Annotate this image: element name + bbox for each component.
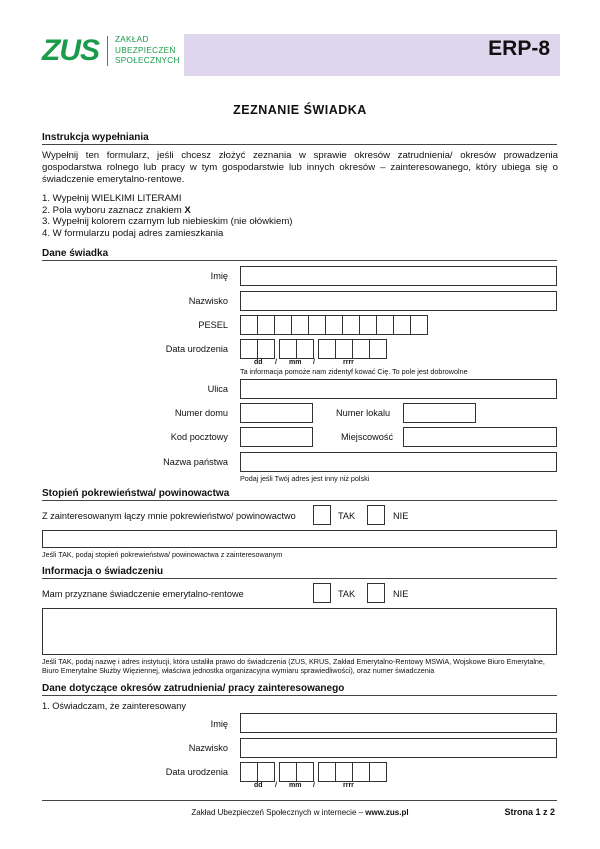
date-cell[interactable] xyxy=(352,339,370,359)
date-cell[interactable] xyxy=(369,762,387,782)
relation-no-checkbox[interactable] xyxy=(367,505,385,525)
flat-number-field[interactable] xyxy=(403,403,476,423)
street-label: Ulica xyxy=(207,384,228,394)
date-hint-yyyy: rrrr xyxy=(343,359,354,366)
instructions-list xyxy=(42,193,293,239)
instruction-item: 4. W formularzu podaj adres zamieszkania xyxy=(42,227,224,239)
birth-date-field[interactable] xyxy=(240,339,386,359)
country-note: Podaj jeśli Twój adres jest inny niż polski xyxy=(240,474,370,483)
postcode-label: Kod pocztowy xyxy=(170,432,228,442)
employee-last-name-field[interactable] xyxy=(240,738,557,758)
date-hint-sep: / xyxy=(313,782,315,789)
benefit-yes-checkbox[interactable] xyxy=(313,583,331,603)
pesel-cell[interactable] xyxy=(308,315,326,335)
city-label: Miejscowość xyxy=(341,432,394,442)
date-cell[interactable] xyxy=(296,339,314,359)
logo-mark: ZUS xyxy=(42,34,99,67)
house-number-field[interactable] xyxy=(240,403,313,423)
date-cell[interactable] xyxy=(318,762,336,782)
instructions-heading: Instrukcja wypełniania xyxy=(42,132,557,145)
date-cell[interactable] xyxy=(240,339,258,359)
date-hint-dd: dd xyxy=(254,782,263,789)
pesel-label: PESEL xyxy=(198,320,228,330)
date-cell[interactable] xyxy=(352,762,370,782)
logo-divider xyxy=(107,36,108,66)
footer-divider xyxy=(42,800,557,801)
date-cell[interactable] xyxy=(296,762,314,782)
pesel-field[interactable] xyxy=(240,315,427,335)
page-number: Strona 1 z 2 xyxy=(504,807,555,817)
mark-x: X xyxy=(184,204,191,216)
relation-heading: Stopień pokrewieństwa/ powinowactwa xyxy=(42,488,557,501)
street-field[interactable] xyxy=(240,379,557,399)
form-code: ERP-8 xyxy=(488,37,550,60)
employee-first-name-field[interactable] xyxy=(240,713,557,733)
pesel-cell[interactable] xyxy=(359,315,377,335)
pesel-cell[interactable] xyxy=(240,315,258,335)
benefit-heading: Informacja o świadczeniu xyxy=(42,566,557,579)
relation-no-label: NIE xyxy=(393,511,409,521)
pesel-cell[interactable] xyxy=(393,315,411,335)
employee-first-name-label: Imię xyxy=(210,719,228,729)
relation-yes-checkbox[interactable] xyxy=(313,505,331,525)
employee-birth-date-label: Data urodzenia xyxy=(165,767,228,777)
country-field[interactable] xyxy=(240,452,557,472)
date-cell[interactable] xyxy=(279,762,297,782)
house-number-label: Numer domu xyxy=(174,408,228,418)
date-cell[interactable] xyxy=(257,339,275,359)
relation-note: Jeśli TAK, podaj stopień pokrewieństwa/ powinowactwa z zainteresowanym xyxy=(42,550,283,559)
employment-statement: 1. Oświadczam, że zainteresowany xyxy=(42,701,186,711)
instructions-text: Wypełnij ten formularz, jeśli chcesz złożyć zeznania w sprawie okresów zatrudnienia/ okresów prowadzenia gospodarstwa rolnego lub pracy w tym gospodarstwie lub innych okresów – zainteresowanego, który ubiega się o świadczenie emerytalno-rentowe. xyxy=(42,150,558,185)
date-cell[interactable] xyxy=(335,762,353,782)
date-hint-sep: / xyxy=(275,359,277,366)
benefit-yes-label: TAK xyxy=(338,589,356,599)
witness-heading: Dane świadka xyxy=(42,248,557,261)
relation-degree-field[interactable] xyxy=(42,530,557,548)
benefit-question: Mam przyznane świadczenie emerytalno-rentowe xyxy=(42,589,244,599)
postcode-field[interactable] xyxy=(240,427,313,447)
employee-last-name-label: Nazwisko xyxy=(188,743,228,753)
date-hint-dd: dd xyxy=(254,359,263,366)
instruction-item: 1. Wypełnij WIELKIMI LITERAMI xyxy=(42,193,182,204)
flat-number-label: Numer lokalu xyxy=(336,408,391,418)
instruction-item: 2. Pola wyboru zaznacz znakiem X xyxy=(42,204,191,216)
date-cell[interactable] xyxy=(318,339,336,359)
country-label: Nazwa państwa xyxy=(163,457,228,467)
pesel-cell[interactable] xyxy=(291,315,309,335)
birth-date-label: Data urodzenia xyxy=(165,344,228,354)
logo-text: ZAKŁAD UBEZPIECZEŃ SPOŁECZNYCH xyxy=(115,35,180,66)
birth-date-note: Ta informacja pomoże nam zidentyf kować Cię. To pole jest dobrowolne xyxy=(240,367,468,376)
date-hint-mm: mm xyxy=(289,782,302,789)
benefit-no-label: NIE xyxy=(393,589,409,599)
instruction-item: 3. Wypełnij kolorem czarnym lub niebieskim (nie ołówkiem) xyxy=(42,216,293,227)
last-name-field[interactable] xyxy=(240,291,557,311)
document-title: ZEZNANIE ŚWIADKA xyxy=(233,103,367,117)
date-cell[interactable] xyxy=(240,762,258,782)
first-name-field[interactable] xyxy=(240,266,557,286)
benefit-institution-field[interactable] xyxy=(42,608,557,655)
pesel-cell[interactable] xyxy=(410,315,428,335)
pesel-cell[interactable] xyxy=(274,315,292,335)
date-cell[interactable] xyxy=(279,339,297,359)
date-hint-yyyy: rrrr xyxy=(343,782,354,789)
date-cell[interactable] xyxy=(335,339,353,359)
benefit-no-checkbox[interactable] xyxy=(367,583,385,603)
date-cell[interactable] xyxy=(257,762,275,782)
pesel-cell[interactable] xyxy=(342,315,360,335)
date-hint-sep: / xyxy=(275,782,277,789)
pesel-cell[interactable] xyxy=(325,315,343,335)
relation-yes-label: TAK xyxy=(338,511,356,521)
footer-url[interactable]: www.zus.pl xyxy=(365,808,409,817)
date-hint-mm: mm xyxy=(289,359,302,366)
first-name-label: Imię xyxy=(210,271,228,281)
employment-heading: Dane dotyczące okresów zatrudnienia/ pracy zainteresowanego xyxy=(42,683,557,696)
date-hint-sep: / xyxy=(313,359,315,366)
relation-question: Z zainteresowanym łączy mnie pokrewieństwo/ powinowactwo xyxy=(42,511,296,521)
footer-text: Zakład Ubezpieczeń Społecznych w internecie – www.zus.pl xyxy=(191,808,409,817)
pesel-cell[interactable] xyxy=(376,315,394,335)
pesel-cell[interactable] xyxy=(257,315,275,335)
date-cell[interactable] xyxy=(369,339,387,359)
benefit-note: Jeśli TAK, podaj nazwę i adres instytucji, która ustaliła prawo do świadczenia (ZUS, KRUS, Zakład Emerytalno-Rentowy MSWiA, Wojskowe Biuro Emerytalne, Biuro Emerytalne Służby Więziennej, właściwa jednostka organizacyjna wymiaru sprawiedliwości), oraz numer świadczenia xyxy=(42,657,545,675)
last-name-label: Nazwisko xyxy=(188,296,228,306)
zus-logo xyxy=(42,33,180,69)
employee-birth-date-field[interactable] xyxy=(240,762,386,782)
city-field[interactable] xyxy=(403,427,557,447)
